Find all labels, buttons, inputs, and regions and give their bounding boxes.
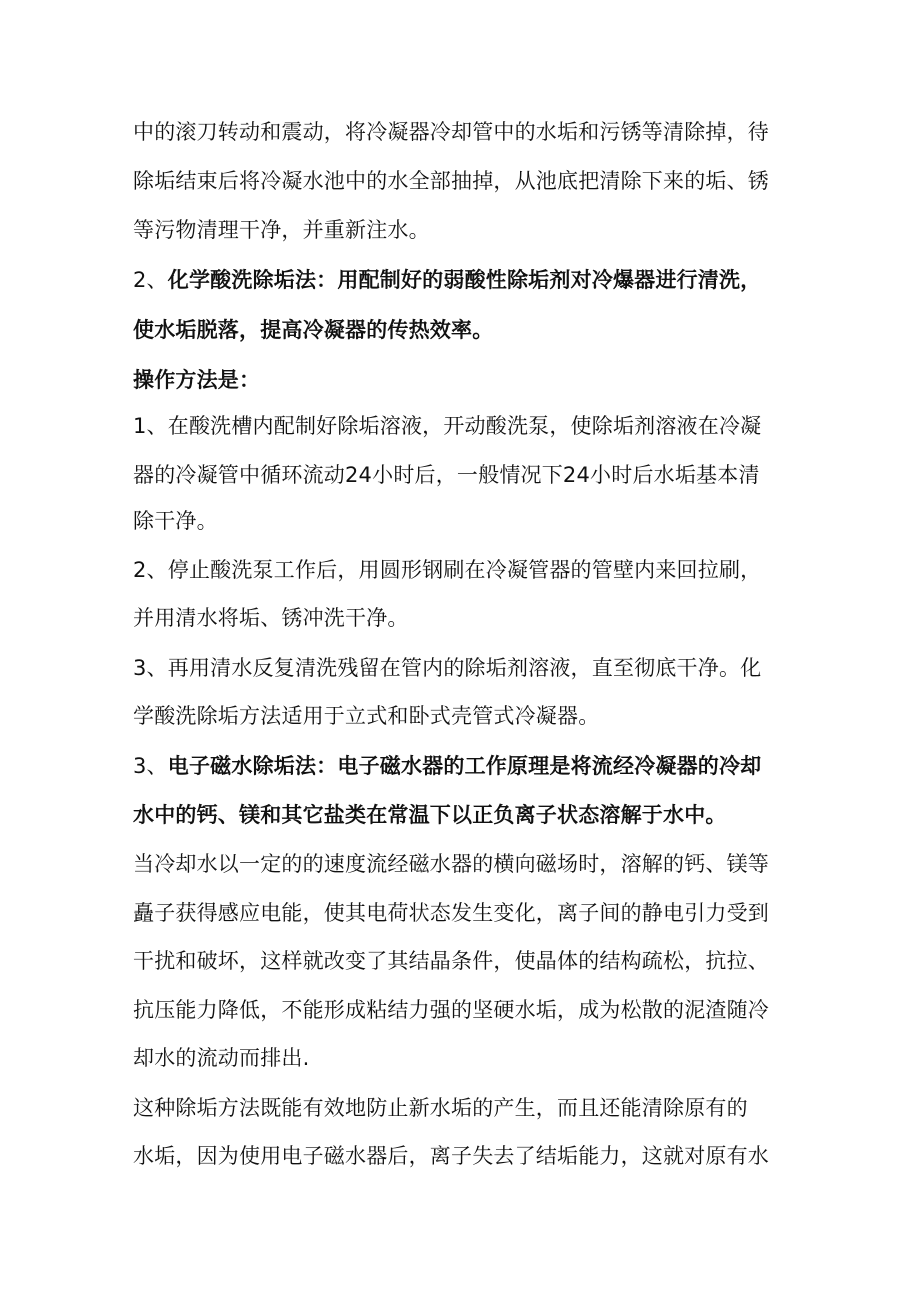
section-number: 2、: [133, 268, 168, 292]
text-line: 并用清水将垢、锈冲洗干净。: [133, 606, 409, 630]
text-line: 1、在酸洗槽内配制好除垢溶液，开动酸洗泵，使除垢剂溶液在冷凝: [133, 414, 762, 438]
text-line: 3、再用清水反复清洗残留在管内的除垢剂溶液，直至彻底干净。化: [133, 656, 762, 680]
text-line: 抗压能力降低，不能形成粘结力强的坚硬水垢，成为松散的泥渣随冷: [133, 998, 769, 1022]
text-line: 学酸洗除垢方法适用于立式和卧式壳管式冷凝器。: [133, 704, 600, 728]
section-heading-text: 化学酸洗除垢法：用配制好的弱酸性除垢剂对冷爆器进行清洗，: [167, 268, 762, 292]
text-line: 这种除垢方法既能有效地防止新水垢的产生，而且还能清除原有的: [133, 1096, 748, 1120]
section-heading-line: [133, 265, 761, 295]
section-heading-text: 水中的钙、镁和其它盐类在常温下以正负离子状态溶解于水中。: [133, 803, 727, 827]
text-line: 干扰和破坏，这样就改变了其结晶条件，使晶体的结构疏松，抗拉、: [133, 949, 769, 973]
section-heading-text: 电子磁水除垢法：电子磁水器的工作原理是将流经冷凝器的冷却: [167, 754, 762, 778]
text-line: 矗子获得感应电能，使其电荷状态发生变化，离子间的静电引力受到: [133, 901, 769, 925]
text-line: 却水的流动而排出.: [133, 1046, 310, 1070]
text-line: 中的滚刀转动和震动，将冷凝器冷却管中的水垢和污锈等清除掉，待: [133, 120, 769, 144]
section-heading-line: [133, 800, 727, 830]
text-line: 器的冷凝管中循环流动24小时后，一般情况下24小时后水垢基本清: [133, 463, 760, 487]
text-line: 除干净。: [133, 509, 218, 533]
subheading-line: [133, 365, 260, 395]
section-number: 3、: [133, 754, 168, 778]
section-heading-text: 使水垢脱落，提高冷凝器的传热效率。: [133, 318, 494, 342]
subheading-text: 操作方法是：: [133, 368, 261, 392]
text-line: 等污物清理干净，并重新注水。: [133, 218, 430, 242]
section-heading-line: [133, 315, 493, 345]
text-line: 除垢结束后将冷凝水池中的水全部抽掉，从池底把清除下来的垢、锈: [133, 169, 769, 193]
text-line: 当冷却水以一定的的速度流经磁水器的横向磁场时，溶解的钙、镁等: [133, 852, 769, 876]
section-heading-line: [133, 751, 761, 781]
text-line: 2、停止酸洗泵工作后，用圆形钢刷在冷凝管器的管壁内来回拉刷，: [133, 558, 762, 582]
text-line: 水垢，因为使用电子磁水器后，离子失去了结垢能力，这就对原有水: [133, 1144, 769, 1168]
